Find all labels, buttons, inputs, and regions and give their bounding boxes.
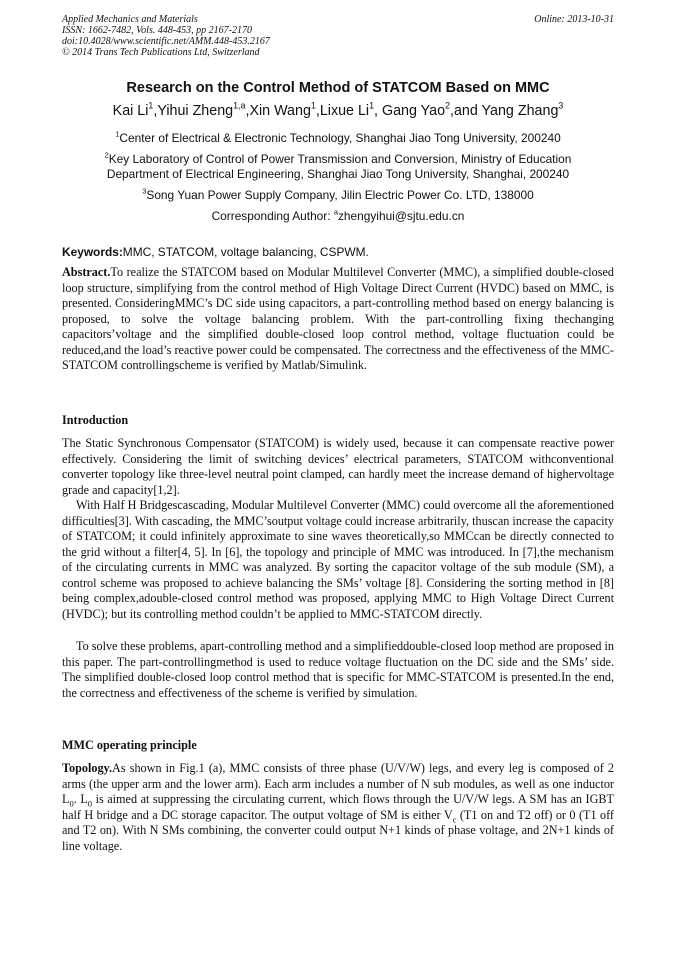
author-email[interactable]: zhengyihui@sjtu.edu.cn bbox=[337, 209, 465, 223]
author: Xin Wang$^1$, bbox=[249, 100, 320, 119]
keywords: Keywords:MMC, STATCOM, voltage balancing, CSPWM. bbox=[62, 245, 369, 259]
journal-name: Applied Mechanics and Materials bbox=[62, 14, 198, 25]
corresponding-author: Corresponding Author: $^a$zhengyihui@sjtu.edu.cn bbox=[211, 207, 465, 223]
section-heading-mmc: MMC operating principle bbox=[62, 738, 197, 752]
paragraph: The Static Synchronous Compensator (STATCOM) is widely used, because it can compensate reactive power effectively. Considering the limit of switching devices’ electrical parameters, STATCOM withconventional converter topology like three-level neutral point clamped, can hardly meet the increase demand of highervoltage grade and capacity[1,2]. bbox=[62, 436, 614, 497]
topology-label: Topology. bbox=[62, 761, 113, 775]
author: Gang Yao$^2$, bbox=[381, 100, 454, 119]
author-list bbox=[62, 100, 614, 119]
journal-header bbox=[62, 14, 614, 58]
section-heading-introduction: Introduction bbox=[62, 413, 129, 427]
affiliation-3: $^3$Song Yuan Power Supply Company, Jilin Electric Power Co. LTD, 138000 bbox=[142, 186, 534, 202]
affiliation-1: $^1$Center of Electrical & Electronic Technology, Shanghai Jiao Tong University, 200240 bbox=[115, 129, 561, 145]
author: Lixue Li$^1$, bbox=[319, 100, 382, 119]
paragraph: With Half H Bridgescascading, Modular Multilevel Converter (MMC) could overcome all the aforementioned difficulties[3]. With cascading, the MMC’soutput voltage could increase arbitrarily, thuscan increase the capacity of STATCOM; it could infinitely approximate to sine waves theoretically,so MMCcan be directly connected to the grid without a filter[4, 5]. In [6], the topology and principle of MMC was introduced. In [7],the mechanism of the circulating currents in MMC was analyzed. By sorting the capacitor voltage of the sub module (SM), a control scheme was proposed to achieve balancing the SMs’ voltage [8]. Considering the sorting method in [8] being complex,adouble-closed control method was proposed, applying MMC to High Voltage Direct Current (HVDC); but its controlling method couldn’t be applied to MMC-STATCOM directly. bbox=[62, 498, 614, 621]
paragraph: To solve these problems, apart-controlling method and a simplifieddouble-closed loop method are proposed in this paper. The part-controllingmethod is used to reduce voltage fluctuation on the DC side and the SMs’ side. The simplified double-closed loop control method that is specific for MMC-STATCOM is presented.In the end, the correctness and effectiveness of the scheme is verified by simulation. bbox=[62, 639, 614, 700]
doi-line: doi:10.4028/www.scientific.net/AMM.448-453.2167 bbox=[62, 36, 270, 47]
issn-line: ISSN: 1662-7482, Vols. 448-453, pp 2167-2170 bbox=[62, 25, 252, 36]
author: Kai Li$^1$, bbox=[112, 100, 158, 119]
copyright-line: © 2014 Trans Tech Publications Ltd, Switzerland bbox=[62, 47, 260, 58]
abstract-label: Abstract. bbox=[62, 265, 111, 279]
affiliation-2: $^2$Key Laboratory of Control of Power Transmission and Conversion, Ministry of Education Department of Electrical Engineering, Shanghai Jiao Tong University, Shanghai, 200240 bbox=[104, 150, 572, 181]
paper-title: Research on the Control Method of STATCOM Based on MMC bbox=[126, 80, 550, 96]
online-date: Online: 2013-10-31 bbox=[534, 14, 614, 25]
paragraph-topology: Topology.As shown in Fig.1 (a), MMC consists of three phase (U/V/W) legs, and every leg is composed of 2 arms (the upper arm and the lower arm). Each arm includes a number of N sub modules, as well as one inductor $L_0$. $L_0$ is aimed at suppressing the circulating current, which flows through the U/V/W legs. A SM has an IGBT half H bridge and a DC storage capacitor. The output voltage of SM is either $V_c$ (T1 on and T2 off) or 0 (T1 off and T2 on). With N SMs combining, the converter could output N+1 kinds of phase voltage, and 2N+1 kinds of line voltage. bbox=[62, 761, 614, 853]
abstract: Abstract.To realize the STATCOM based on Modular Multilevel Converter (MMC), a simplified double-closed loop structure, simplifying from the control method of High Voltage Direct Current (HVDC) based on MMC, is presented. ConsideringMMC’s DC side using capacitors, a part-controlling method based on energy balancing is proposed, to solve the voltage balancing problem. With the part-controlling fixing thechanging capacitors’voltage and the simplified double-closed loop control method, voltage fluctuation could be reduced,and the load’s reactive power could be compensated. The correctness and the effectiveness of the MMC-STATCOM controllingscheme is verified by Matlab/Simulink. bbox=[62, 265, 614, 372]
keywords-label: Keywords: bbox=[62, 245, 123, 259]
author: Yihui Zheng$^{1,a}$, bbox=[157, 100, 250, 119]
author: and Yang Zhang$^3$ bbox=[453, 100, 564, 119]
